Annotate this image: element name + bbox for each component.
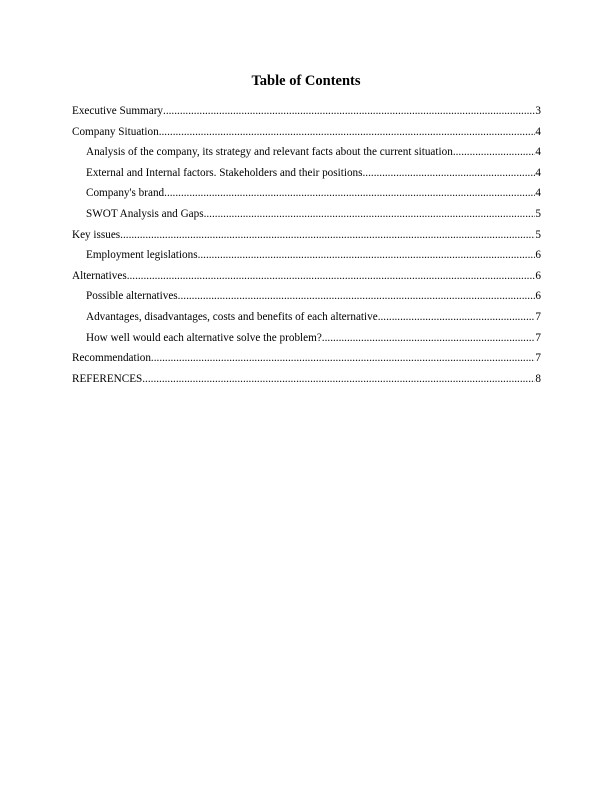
toc-dot-leader: [198, 245, 536, 266]
toc-entry-page-number: 5: [535, 228, 541, 241]
toc-entry-label: SWOT Analysis and Gaps: [86, 207, 204, 220]
toc-dot-leader: [322, 328, 536, 349]
toc-entry-page-number: 4: [535, 146, 541, 159]
toc-entry-label: External and Internal factors. Stakeholders and their positions: [86, 166, 363, 179]
toc-entry[interactable]: [72, 101, 541, 122]
toc-entry-label: Key issues: [72, 228, 121, 241]
toc-entry-page-number: 5: [535, 207, 541, 220]
toc-entry[interactable]: [72, 183, 541, 204]
toc-entry-page-number: 4: [535, 125, 541, 138]
toc-dot-leader: [378, 307, 536, 328]
toc-dot-leader: [363, 163, 536, 184]
toc-entry[interactable]: [72, 225, 541, 246]
toc-entry-page-number: 3: [535, 105, 541, 117]
toc-entry-page-number: 4: [535, 166, 541, 179]
toc-entry[interactable]: [72, 307, 541, 328]
toc-entry[interactable]: [72, 286, 541, 307]
toc-dot-leader: [127, 266, 536, 287]
toc-entry-label: REFERENCES: [72, 372, 143, 385]
toc-entry-label: Executive Summary: [72, 105, 164, 117]
toc-entry-label: Alternatives: [72, 269, 127, 282]
toc-dot-leader: [120, 225, 535, 246]
toc-entry-page-number: 6: [535, 249, 541, 262]
toc-entry[interactable]: [72, 245, 541, 266]
toc-entry[interactable]: [72, 348, 541, 369]
toc-entry-label: Recommendation: [72, 352, 151, 365]
toc-dot-leader: [204, 204, 536, 225]
toc-title: Table of Contents: [251, 73, 361, 89]
toc-entry-label: How well would each alternative solve the problem?: [86, 331, 322, 344]
toc-entry-label: Company's brand: [86, 187, 165, 200]
toc-dot-leader: [151, 348, 535, 369]
toc-entry[interactable]: [72, 204, 541, 225]
toc-entry-page-number: 8: [535, 372, 541, 385]
toc-entry[interactable]: [72, 369, 541, 390]
toc-dot-leader: [178, 286, 536, 307]
toc-entry-label: Possible alternatives: [86, 290, 178, 303]
toc-dot-leader: [159, 122, 536, 143]
toc-entry-label: Advantages, disadvantages, costs and benefits of each alternative: [86, 310, 378, 323]
toc-entry-label: Employment legislations: [86, 249, 198, 262]
toc-entry[interactable]: [72, 122, 541, 143]
toc-entry-page-number: 7: [535, 352, 541, 365]
toc-entry[interactable]: [72, 163, 541, 184]
toc-entry-page-number: 7: [535, 310, 541, 323]
toc-entry-page-number: 6: [535, 269, 541, 282]
toc-dot-leader: [164, 183, 535, 204]
toc-entry-page-number: 4: [535, 187, 541, 200]
toc-entry-page-number: 7: [535, 331, 541, 344]
toc-entry[interactable]: [72, 328, 541, 349]
toc-dot-leader: [453, 142, 536, 163]
toc-entry[interactable]: [72, 142, 541, 163]
toc-entry-label: Analysis of the company, its strategy and relevant facts about the current situation: [86, 146, 453, 159]
toc-dot-leader: [163, 101, 535, 122]
toc-entry-label: Company Situation: [72, 125, 159, 138]
toc-entry-page-number: 6: [535, 290, 541, 303]
toc-list: [72, 101, 541, 389]
toc-entry[interactable]: [72, 266, 541, 287]
toc-dot-leader: [142, 369, 535, 390]
